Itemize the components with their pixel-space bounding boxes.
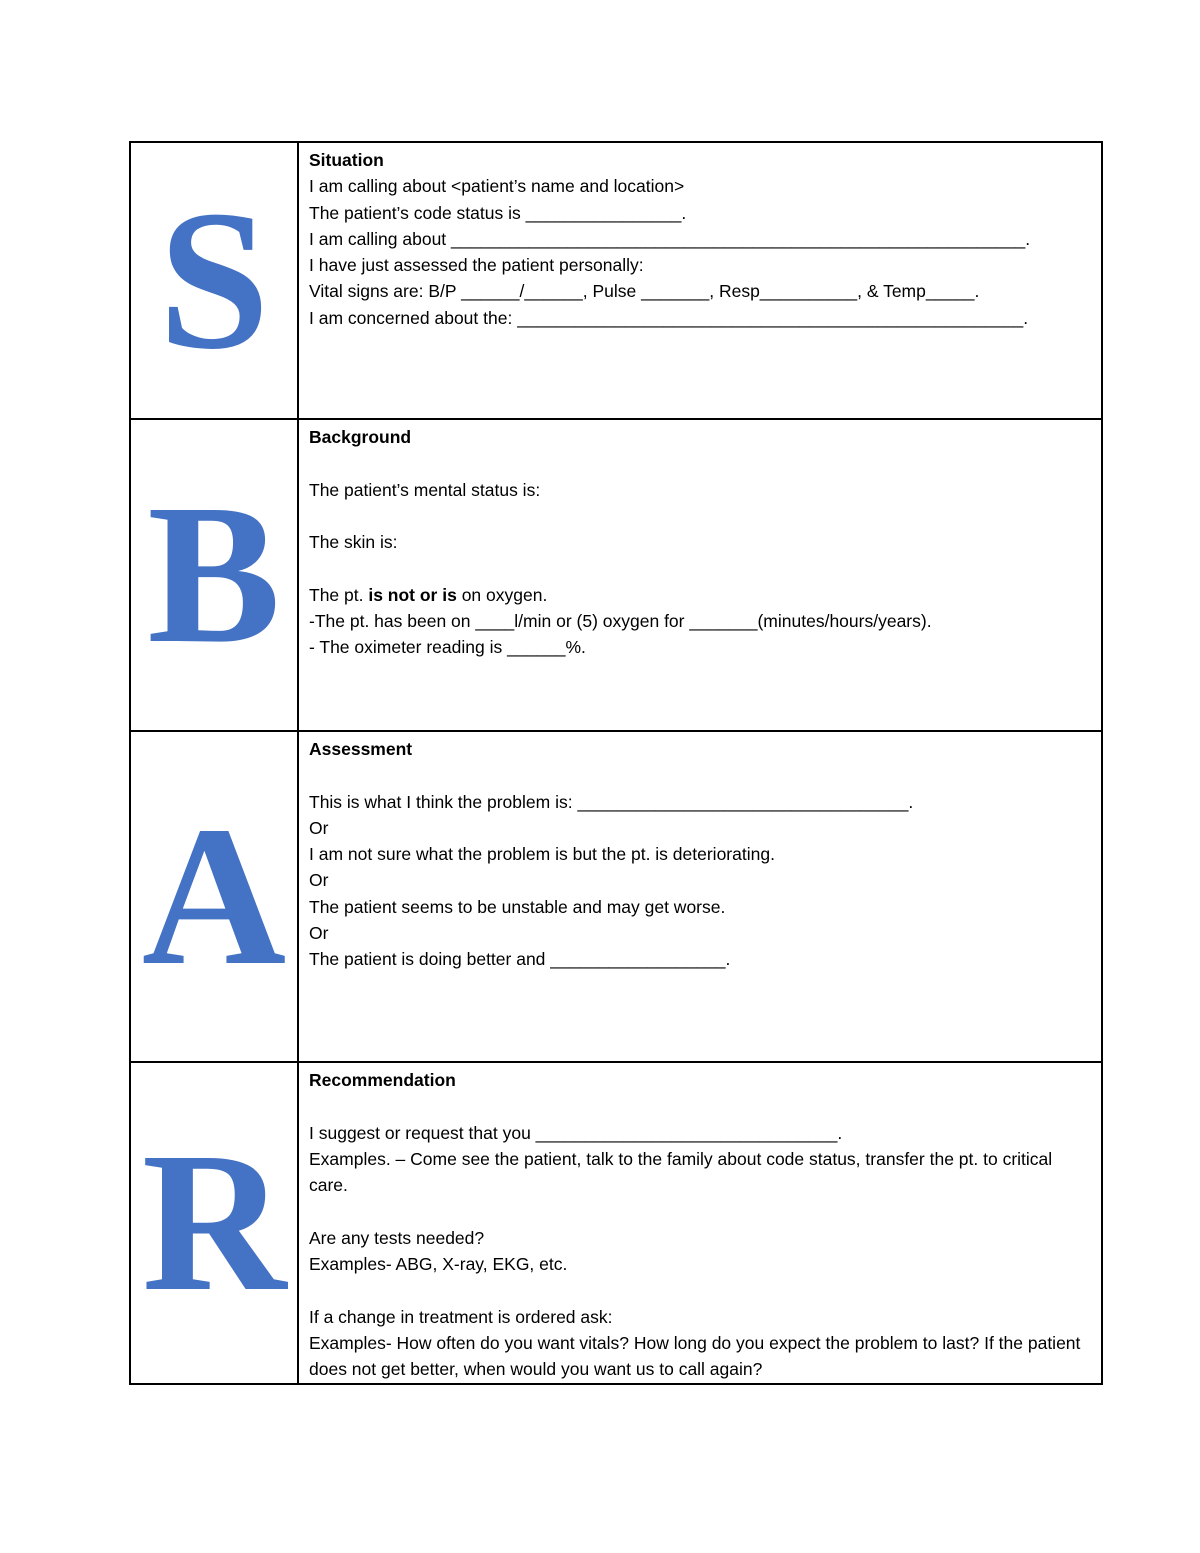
assessment-letter: A [141, 785, 287, 1007]
situation-content [298, 142, 1102, 419]
situation-line-concerned: I am concerned about the: ____________________________________________________. [309, 307, 1029, 328]
spacer [309, 1277, 1091, 1303]
background-oxygen-duration: -The pt. has been on ____l/min or (5) oxygen for _______(minutes/hours/years). [309, 611, 932, 632]
assessment-or: Or [309, 923, 329, 944]
oxygen-prefix: The pt. [309, 584, 369, 605]
assessment-better: The patient is doing better and __________________. [309, 949, 731, 970]
recommendation-letter: R [141, 1111, 287, 1333]
background-oxygen [309, 582, 1091, 608]
assessment-letter-cell [130, 731, 298, 1062]
recommendation-letter-cell [130, 1062, 298, 1384]
background-letter: B [147, 464, 281, 685]
situation-line-assessed: I have just assessed the patient personally: [309, 255, 644, 276]
recommendation-treatment-change: If a change in treatment is ordered ask: [309, 1306, 613, 1327]
oxygen-choice: is not or is [368, 584, 457, 605]
situation-line-code-status: The patient’s code status is ________________. [309, 202, 687, 223]
recommendation-examples-tests: Examples- ABG, X-ray, EKG, etc. [309, 1254, 568, 1275]
sbar-table [129, 141, 1103, 1385]
background-letter-cell [130, 419, 298, 731]
situation-heading: Situation [309, 150, 384, 170]
recommendation-tests-question: Are any tests needed? [309, 1227, 485, 1248]
spacer [309, 762, 1091, 788]
background-row [130, 419, 1102, 731]
spacer [309, 1093, 1091, 1119]
recommendation-heading: Recommendation [309, 1070, 456, 1090]
assessment-problem: This is what I think the problem is: __________________________________. [309, 791, 914, 812]
situation-line-vital-signs: Vital signs are: B/P ______/______, Pulse _______, Resp__________, & Temp_____. [309, 281, 980, 302]
situation-line-patient: I am calling about <patient’s name and location> [309, 176, 685, 197]
situation-line-calling-about: I am calling about ___________________________________________________________. [309, 228, 1031, 249]
background-mental-status: The patient’s mental status is: [309, 479, 541, 500]
spacer [309, 555, 1091, 581]
spacer [309, 1198, 1091, 1224]
assessment-content [298, 731, 1102, 1062]
background-skin: The skin is: [309, 532, 398, 553]
background-content [298, 419, 1102, 731]
recommendation-content [298, 1062, 1102, 1384]
assessment-heading: Assessment [309, 739, 413, 759]
situation-row [130, 142, 1102, 419]
assessment-unstable: The patient seems to be unstable and may get worse. [309, 896, 726, 917]
background-oximeter: - The oximeter reading is ______%. [309, 637, 586, 658]
situation-letter-cell [130, 142, 298, 419]
recommendation-row [130, 1062, 1102, 1384]
assessment-or: Or [309, 817, 329, 838]
situation-letter: S [158, 169, 270, 391]
recommendation-examples-questions: Examples- How often do you want vitals? How long do you expect the problem to last? If the patient does not get better, when would you want us to call again? [309, 1332, 1081, 1380]
recommendation-suggest: I suggest or request that you _______________________________. [309, 1122, 843, 1143]
background-heading: Background [309, 427, 412, 447]
assessment-row [130, 731, 1102, 1062]
recommendation-examples-actions: Examples. – Come see the patient, talk to the family about code status, transfer the pt. to critical care. [309, 1148, 1053, 1196]
assessment-or: Or [309, 870, 329, 891]
spacer [309, 503, 1091, 529]
assessment-not-sure: I am not sure what the problem is but the pt. is deteriorating. [309, 844, 775, 865]
spacer [309, 450, 1091, 476]
oxygen-suffix: on oxygen. [456, 584, 548, 605]
